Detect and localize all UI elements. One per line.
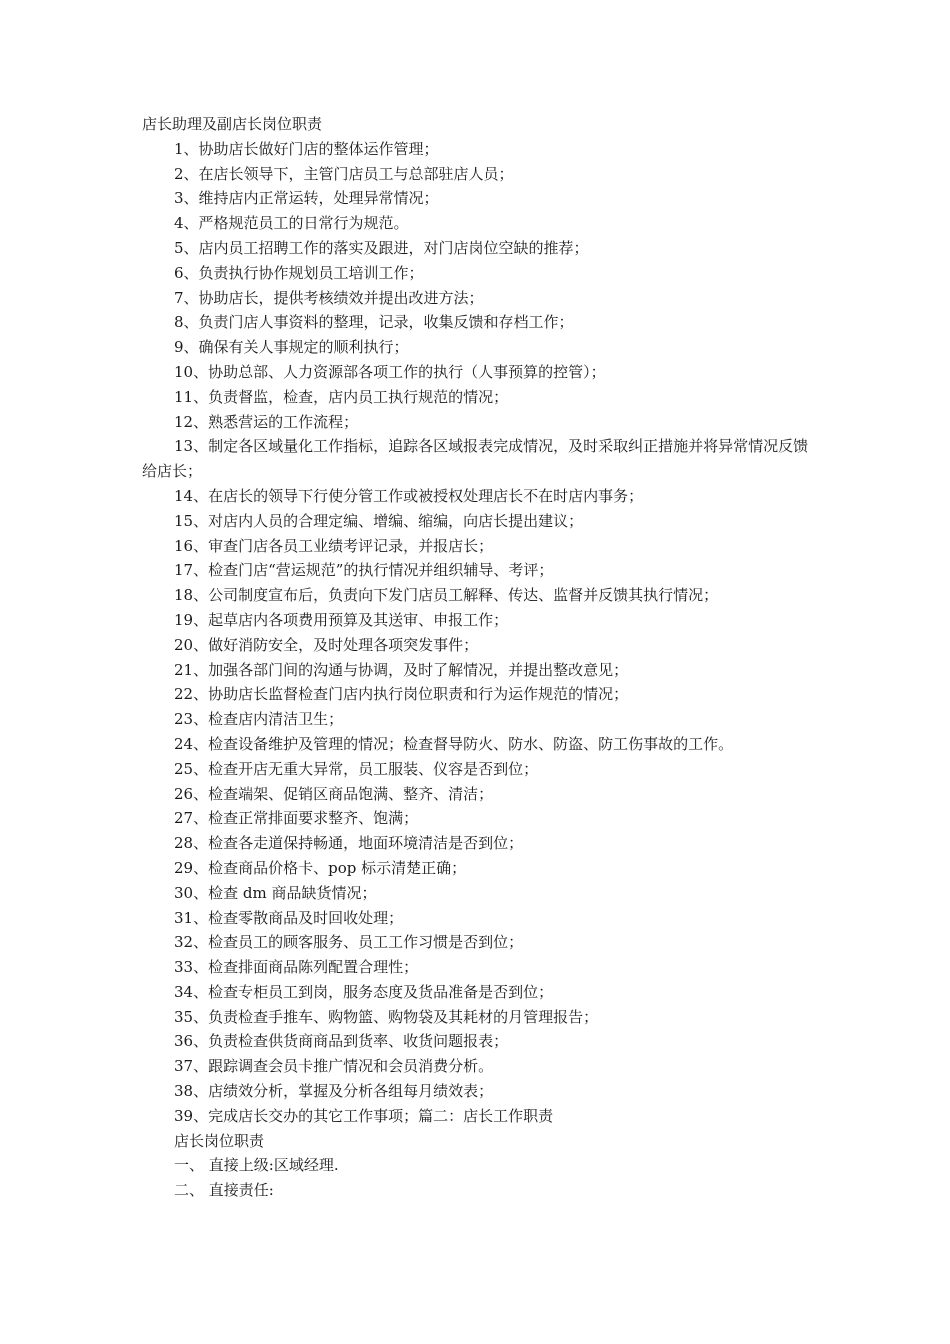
list-item: 5、店内员工招聘工作的落实及跟进，对门店岗位空缺的推荐； [174,238,589,257]
list-item: 33、检查排面商品陈列配置合理性； [174,958,419,977]
list-item: 13、制定各区域量化工作指标，追踪各区域报表完成情况，及时采取纠正措施并将异常情况反馈给店长； [142,437,809,481]
list-item: 23、检查店内清洁卫生； [174,710,344,729]
list-item: 14、在店长的领导下行使分管工作或被授权处理店长不在时店内事务； [174,486,644,505]
list-item: 34、检查专柜员工到岗，服务态度及货品准备是否到位； [174,982,554,1001]
document-title: 店长助理及副店长岗位职责 [142,115,323,133]
list-item: 10、协助总部、人力资源部各项工作的执行（人事预算的控管）； [174,362,606,381]
list-item: 38、店绩效分析，掌握及分析各组每月绩效表； [174,1082,494,1101]
list-item: 18、公司制度宣布后，负责向下发门店员工解释、传达、监督并反馈其执行情况； [174,586,719,605]
list-item: 8、负责门店人事资料的整理，记录，收集反馈和存档工作； [174,313,574,332]
list-item: 1、协助店长做好门店的整体运作管理； [174,139,439,158]
list-item: 7、协助店长，提供考核绩效并提出改进方法； [174,288,484,307]
list-item: 2、在店长领导下，主管门店员工与总部驻店人员； [174,164,514,183]
list-item: 16、审查门店各员工业绩考评记录，并报店长； [174,536,494,555]
list-item: 27、检查正常排面要求整齐、饱满； [174,809,419,828]
list-item: 31、检查零散商品及时回收处理； [174,908,404,927]
section-title: 店长岗位职责 [174,1131,265,1150]
document-body [142,112,812,1203]
list-item: 12、熟悉营运的工作流程； [174,412,359,431]
list-item: 6、负责执行协作规划员工培训工作； [174,263,424,282]
list-item: 9、确保有关人事规定的顺利执行； [174,338,409,357]
list-item: 19、起草店内各项费用预算及其送审、申报工作； [174,610,509,629]
list-item: 22、协助店长监督检查门店内执行岗位职责和行为运作规范的情况； [174,685,629,704]
list-item: 39、完成店长交办的其它工作事项；篇二：店长工作职责 [174,1106,554,1125]
list-item: 一、 直接上级:区域经理. [174,1156,339,1175]
list-item: 32、检查员工的顾客服务、员工工作习惯是否到位； [174,933,524,952]
list-item: 36、负责检查供货商商品到货率、收货问题报表； [174,1032,509,1051]
list-item: 17、检查门店“营运规范”的执行情况并组织辅导、考评； [174,561,554,580]
list-item: 29、检查商品价格卡、pop 标示清楚正确； [174,858,467,877]
list-item: 28、检查各走道保持畅通，地面环境清洁是否到位； [174,834,524,853]
list-item: 二、 直接责任: [174,1181,274,1200]
list-item: 24、检查设备维护及管理的情况；检查督导防火、防水、防盗、防工伤事故的工作。 [174,734,734,753]
list-item: 15、对店内人员的合理定编、增编、缩编，向店长提出建议； [174,511,584,530]
list-item: 26、检查端架、促销区商品饱满、整齐、清洁； [174,784,494,803]
list-item: 30、检查 dm 商品缺货情况； [174,883,377,902]
list-item: 35、负责检查手推车、购物篮、购物袋及其耗材的月管理报告； [174,1007,599,1026]
list-item: 21、加强各部门间的沟通与协调，及时了解情况，并提出整改意见； [174,660,629,679]
list-item: 3、维持店内正常运转，处理异常情况； [174,189,439,208]
list-item: 4、严格规范员工的日常行为规范。 [174,214,409,233]
list-item: 20、做好消防安全，及时处理各项突发事件； [174,635,479,654]
list-item: 37、跟踪调查会员卡推广情况和会员消费分析。 [174,1057,494,1076]
list-item: 25、检查开店无重大异常，员工服装、仪容是否到位； [174,759,539,778]
list-item: 11、负责督监，检查，店内员工执行规范的情况； [174,387,509,406]
